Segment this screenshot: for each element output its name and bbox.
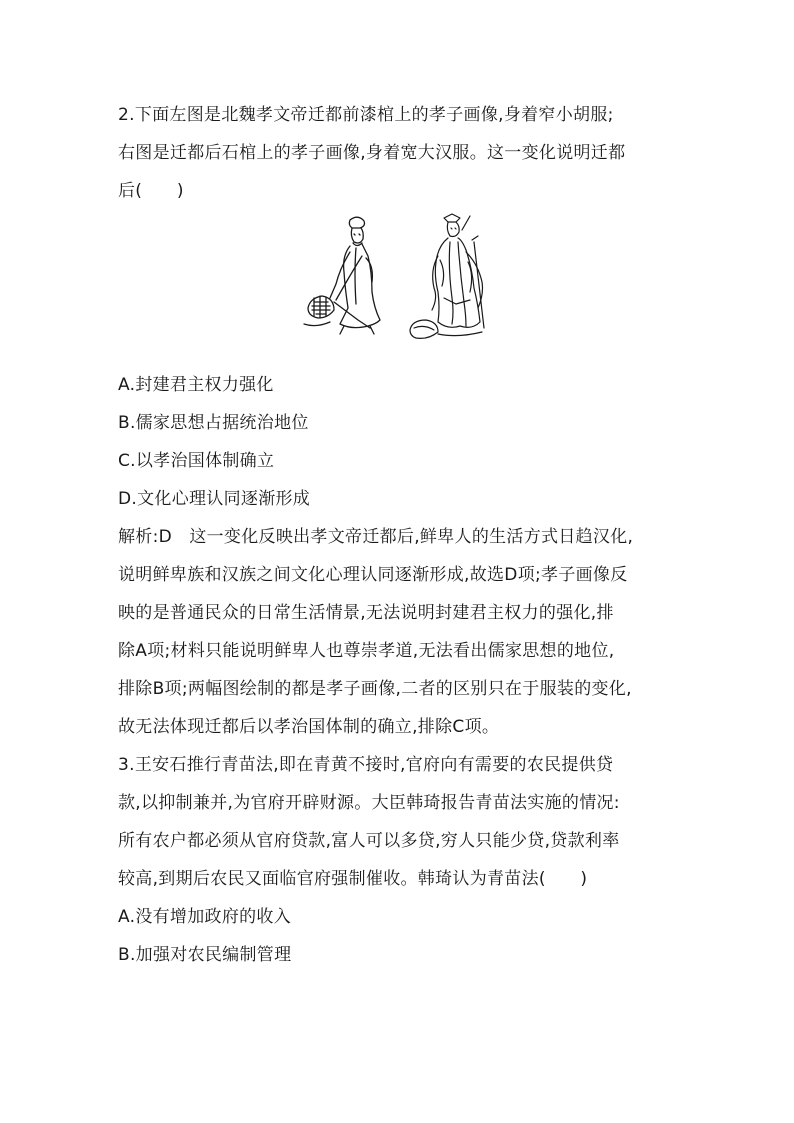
- question-3-option-b: B.加强对农民编制管理: [118, 945, 292, 965]
- question-2-analysis-line: 故无法体现迁都后以孝治国体制的确立,排除C项。: [118, 717, 500, 737]
- question-2-analysis-line: 映的是普通民众的日常生活情景,无法说明封建君主权力的强化,排: [118, 603, 614, 623]
- question-2-option-b: B.儒家思想占据统治地位: [118, 413, 309, 433]
- question-2-analysis-line: 解析:D 这一变化反映出孝文帝迁都后,鲜卑人的生活方式日趋汉化,: [118, 527, 634, 547]
- document-page: [118, 96, 678, 974]
- question-2-analysis-line: 除A项;材料只能说明鲜卑人也尊崇孝道,无法看出儒家思想的地位,: [118, 641, 615, 661]
- lacquer-coffin-filial-son-illustration: [300, 212, 404, 352]
- question-2-stem-line: 2.下面左图是北魏孝文帝迁都前漆棺上的孝子画像,身着窄小胡服;: [118, 105, 614, 125]
- question-2-analysis-line: 说明鲜卑族和汉族之间文化心理认同逐渐形成,故选D项;孝子画像反: [118, 565, 628, 585]
- question-2-stem-line: 右图是迁都后石棺上的孝子画像,身着宽大汉服。这一变化说明迁都: [118, 143, 626, 163]
- question-3-stem-line: 3.王安石推行青苗法,即在青黄不接时,官府向有需要的农民提供贷: [118, 755, 614, 775]
- stone-coffin-filial-son-illustration: [408, 212, 512, 352]
- question-2: [118, 96, 678, 746]
- question-3-stem-line: 所有农户都必须从官府贷款,富人可以多贷,穷人只能少贷,贷款利率: [118, 831, 620, 851]
- question-2-analysis-line: 排除B项;两幅图绘制的都是孝子画像,二者的区别只在于服装的变化,: [118, 679, 632, 699]
- question-2-stem-line: 后( ): [118, 181, 184, 201]
- question-2-figures: [118, 212, 678, 362]
- question-2-option-d: D.文化心理认同逐渐形成: [118, 489, 311, 509]
- question-3: [118, 746, 678, 974]
- question-3-stem-line: 款,以抑制兼并,为官府开辟财源。大臣韩琦报告青苗法实施的情况:: [118, 793, 620, 813]
- question-2-option-c: C.以孝治国体制确立: [118, 451, 275, 471]
- question-3-option-a: A.没有增加政府的收入: [118, 907, 292, 927]
- question-2-option-a: A.封建君主权力强化: [118, 375, 274, 395]
- question-3-stem-line: 较高,到期后农民又面临官府强制催收。韩琦认为青苗法( ): [118, 869, 588, 889]
